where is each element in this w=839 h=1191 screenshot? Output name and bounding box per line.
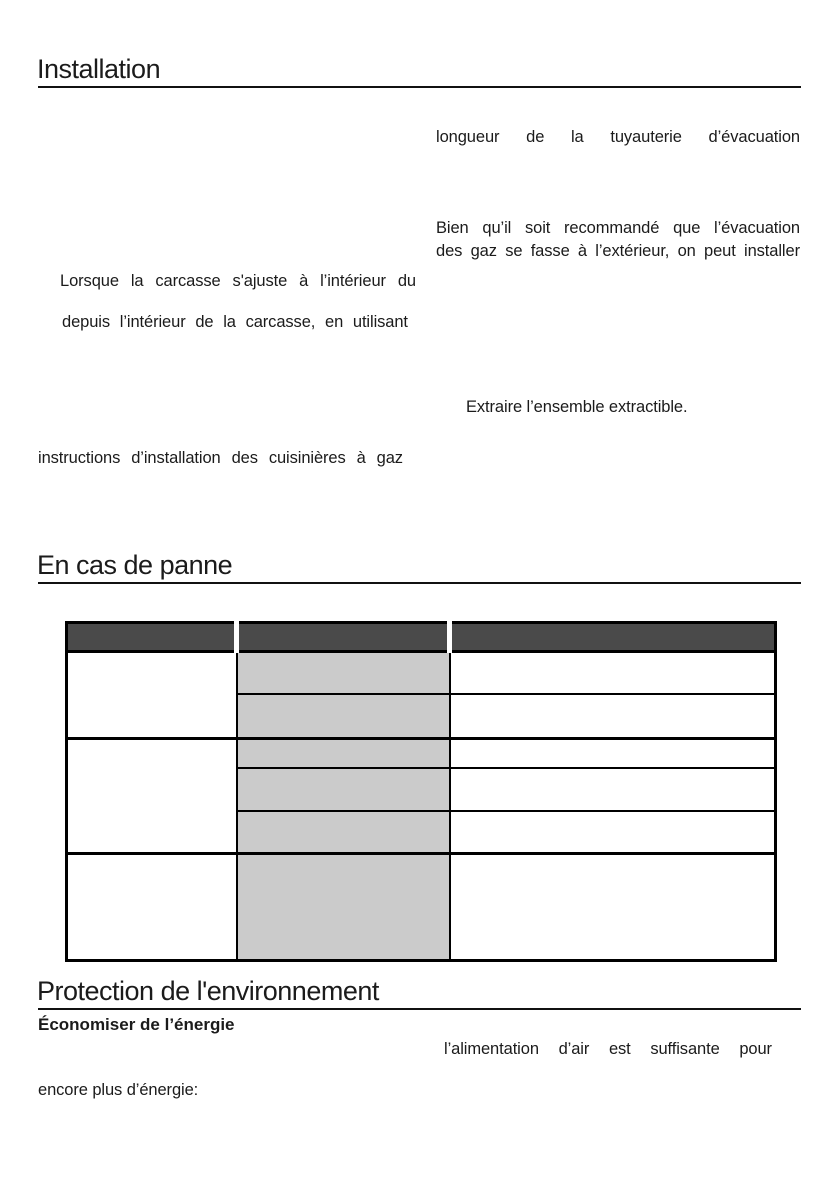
table-cell bbox=[450, 768, 776, 811]
fault-table bbox=[65, 621, 777, 962]
section-divider bbox=[38, 1008, 801, 1010]
table-cell-shaded bbox=[237, 854, 450, 961]
text-line-right-top: longueur de la tuyauterie d’évacuation bbox=[436, 128, 800, 146]
table-cell bbox=[450, 694, 776, 739]
table-cell bbox=[450, 652, 776, 695]
table-cell bbox=[67, 854, 237, 961]
table-cell bbox=[450, 854, 776, 961]
text-line-right-bottom: l’alimentation d’air est suffisante pour bbox=[444, 1040, 772, 1058]
section-title-installation: Installation bbox=[37, 54, 161, 84]
section-divider bbox=[38, 86, 801, 88]
subsection-title-economiser: Économiser de l’énergie bbox=[38, 1015, 235, 1034]
text-line-extract: Extraire l’ensemble extractible. bbox=[466, 398, 688, 416]
table-cell bbox=[450, 811, 776, 854]
text-line-left-3: instructions d’installation des cuisinières à gaz bbox=[38, 449, 403, 467]
text-line-left-1: Lorsque la carcasse s'ajuste à l’intérieur du bbox=[60, 272, 416, 290]
table-header-cell bbox=[237, 623, 450, 652]
text-line-right-para-2: des gaz se fasse à l’extérieur, on peut installer bbox=[436, 242, 800, 260]
section-divider bbox=[38, 582, 801, 584]
table-header-row bbox=[67, 623, 776, 652]
table-row bbox=[67, 652, 776, 695]
table-header-cell bbox=[67, 623, 237, 652]
table-cell-shaded bbox=[237, 768, 450, 811]
section-title-panne: En cas de panne bbox=[37, 550, 233, 580]
table-cell bbox=[67, 652, 237, 739]
table-cell bbox=[450, 739, 776, 769]
section-title-environnement: Protection de l'environnement bbox=[37, 976, 379, 1006]
fault-table-wrapper bbox=[65, 621, 777, 962]
table-cell-shaded bbox=[237, 739, 450, 769]
table-cell-shaded bbox=[237, 652, 450, 695]
text-line-left-bottom: encore plus d’énergie: bbox=[38, 1081, 199, 1099]
text-line-right-para-1: Bien qu’il soit recommandé que l’évacuation bbox=[436, 219, 800, 237]
table-cell bbox=[67, 739, 237, 854]
table-cell-shaded bbox=[237, 811, 450, 854]
table-header-cell bbox=[450, 623, 776, 652]
text-line-left-2: depuis l’intérieur de la carcasse, en utilisant bbox=[62, 313, 408, 331]
table-row bbox=[67, 854, 776, 961]
table-cell-shaded bbox=[237, 694, 450, 739]
table-row bbox=[67, 739, 776, 769]
